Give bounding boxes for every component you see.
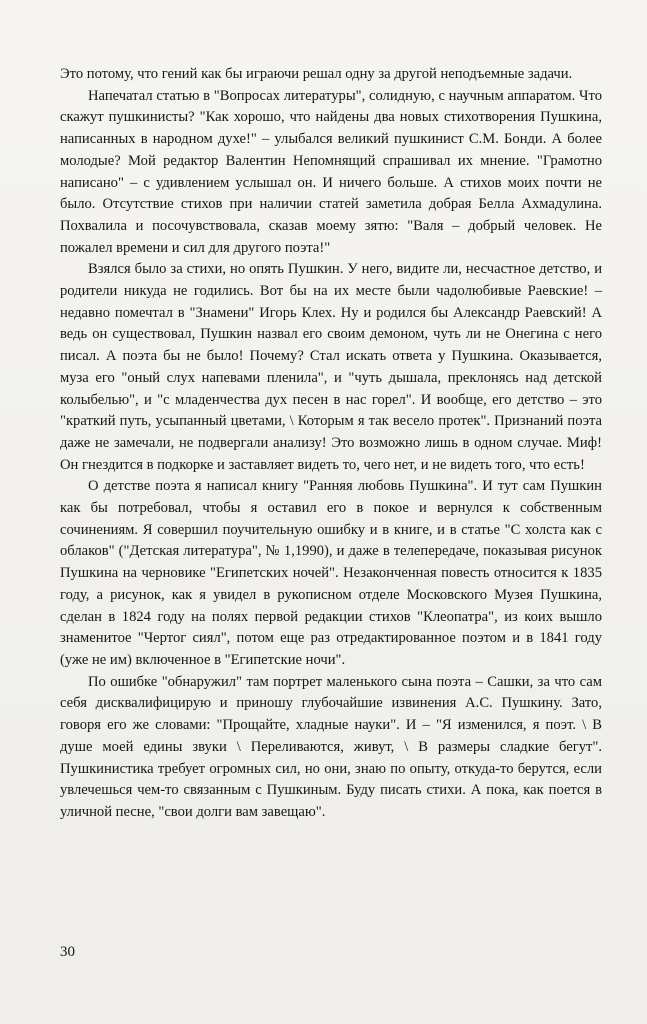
paragraph-5: По ошибке "обнаружил" там портрет маленького сына поэта – Сашки, за что сам себя дисквалифицирую и приношу глубочайшие извинения А.С. Пушкину. Зато, говоря его же словами: "Прощайте, хладные науки". И – "Я изменился, я поэт. \ В душе моей едины звуки \ Переливаются, живут, \ В размеры сладкие бегут". Пушкинистика требует огромных сил, но они, знаю по опыту, откуда-то берутся, если увлечешься чем-то связанным с Пушкиным. Буду писать стихи. А пока, как поется в уличной песне, "свои долги вам завещаю". (60, 673, 602, 820)
page-number: 30 (60, 944, 75, 960)
paragraph-2: Напечатал статью в "Вопросах литературы", солидную, с научным аппаратом. Что скажут пушкинисты? "Как хорошо, что найдены два новых стихотворения Пушкина, написанных в народном духе!" – улыбался великий пушкинист С.М. Бонди. А более молодые? Мой редактор Валентин Непомнящий спрашивал их мнение. "Грамотно написано" – с удивлением услышал он. И ничего больше. А стихов моих почти не было. Отсутствие стихов при наличии статей заметила добрая Белла Ахмадулина. Похвалила и посочувствовала, сказав моему зятю: "Валя – добрый человек. Не пожалел времени и сил для другого поэта!" (60, 87, 602, 256)
paragraph-4: О детстве поэта я написал книгу "Ранняя любовь Пушкина". И тут сам Пушкин как бы потребовал, чтобы я оставил его в покое и вернулся к собственным сочинениям. Я совершил поучительную ошибку и в книге, и в статье "С холста как с облаков" ("Детская литература", № 1,1990), и даже в телепередаче, показывая рисунок Пушкина на черновике "Египетских ночей". Незаконченная повесть относится к 1835 году, а рисунок, как я увидел в рукописном отделе Московского Музея Пушкина, сделан в 1824 году на полях первой редакции стихов "Клеопатра", из коих вышло знаменитое "Чертог сиял", потом еще раз отредактированное поэтом и в 1841 году (уже не им) включенное в "Египетские ночи". (60, 478, 602, 668)
paragraph-1: Это потому, что гений как бы играючи решал одну за другой неподъемные задачи. (60, 66, 573, 82)
paragraph-3: Взялся было за стихи, но опять Пушкин. У него, видите ли, несчастное детство, и родители никуда не годились. Вот бы на их месте были чадолюбивые Раевские! – недавно помечтал в "Знамени" Игорь Клех. Ну и родился бы Александр Раевский! А ведь он существовал, Пушкин назвал его своим демоном, чуть ли не Онегина с него писал. А поэта бы не было! Почему? Стал искать ответа у Пушкина. Оказывается, муза его "оный слух напевами пленила", и "чуть дышала, преклонясь над детской колыбелью", и "с младенчества дух песен в нас горел". И вообще, его детство – это "краткий путь, усыпанный цветами, \ Которым я так весело протек". Признаний поэта даже не замечали, не подвергали анализу! Это возможно лишь в одном случае. Миф! Он гнездится в подкорке и заставляет видеть то, чего нет, и не видеть того, что есть! (60, 261, 602, 473)
body-text (60, 64, 602, 824)
